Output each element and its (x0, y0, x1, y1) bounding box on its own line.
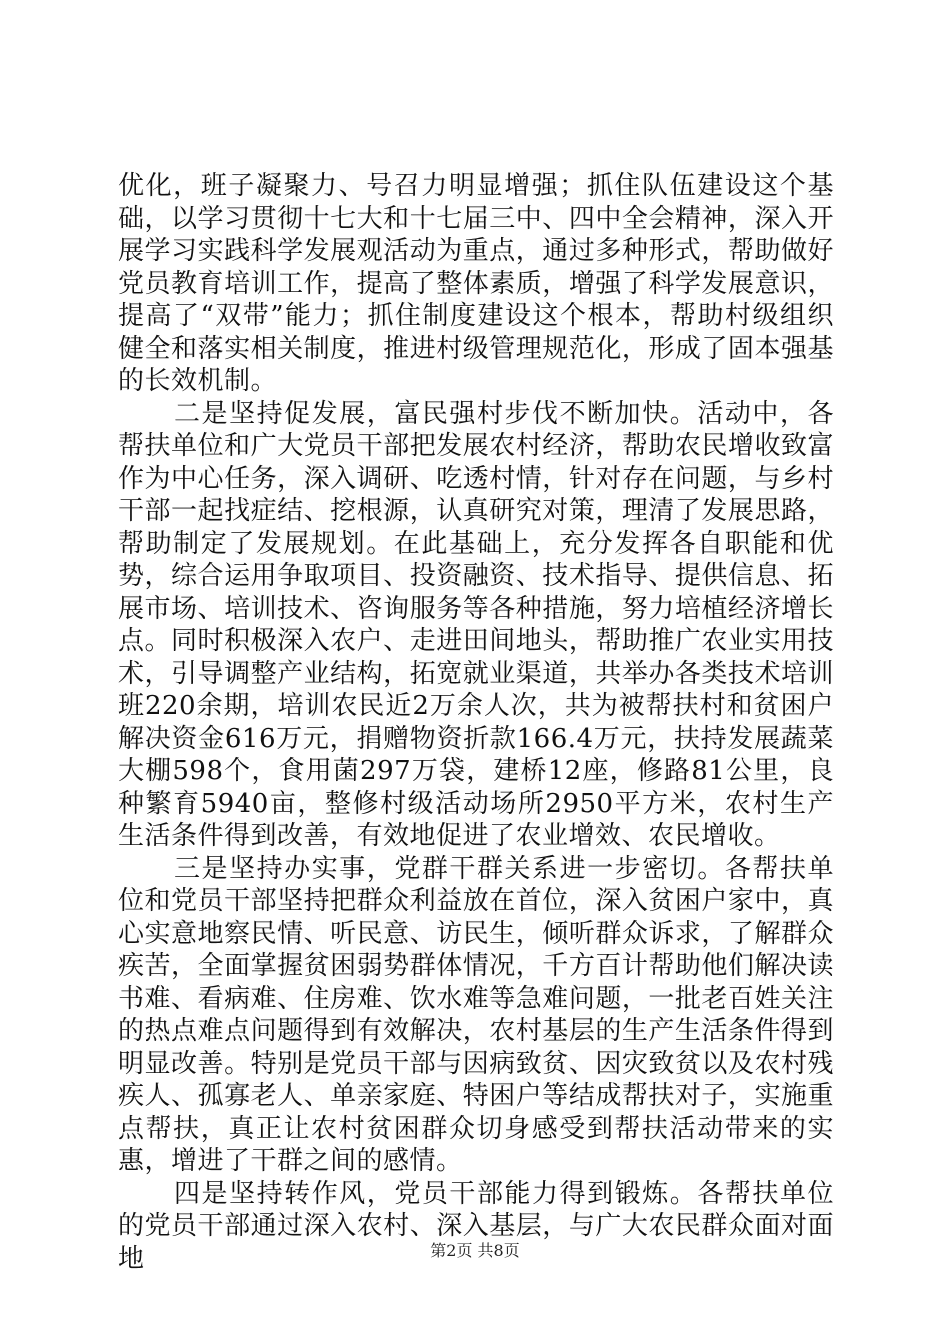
page-number-footer: 第2页 共8页 (430, 1241, 520, 1260)
paragraph-1: 优化，班子凝聚力、号召力明显增强；抓住队伍建设这个基础，以学习贯彻十七大和十七届三中、四中全会精神，深入开展学习实践科学发展观活动为重点，通过多种形式，帮助做好党员教育培训工作，提高了整体素质，增强了科学发展意识，提高了“双带”能力；抓住制度建设这个根本，帮助村级组织健全和落实相关制度，推进村级管理规范化，形成了固本强基的长效机制。 (118, 171, 834, 396)
paragraph-3: 三是坚持办实事，党群干群关系进一步密切。各帮扶单位和党员干部坚持把群众利益放在首位，深入贫困户家中，真心实意地察民情、听民意、访民生，倾听群众诉求，了解群众疾苦，全面掌握贫困弱势群体情况，千方百计帮助他们解决读书难、看病难、住房难、饮水难等急难问题，一批老百姓关注的热点难点问题得到有效解决，农村基层的生产生活条件得到明显改善。特别是党员干部与因病致贫、因灾致贫以及农村残疾人、孤寡老人、单亲家庭、特困户等结成帮扶对子，实施重点帮扶，真正让农村贫困群众切身感受到帮扶活动带来的实惠，增进了干群之间的感情。 (118, 853, 834, 1176)
paragraph-4: 四是坚持转作风，党员干部能力得到锻炼。各帮扶单位的党员干部通过深入农村、深入基层，与广大农民群众面对面地 (118, 1178, 834, 1274)
paragraph-2: 二是坚持促发展，富民强村步伐不断加快。活动中，各帮扶单位和广大党员干部把发展农村经济，帮助农民增收致富作为中心任务，深入调研、吃透村情，针对存在问题，与乡村干部一起找症结、挖根源，认真研究对策，理清了发展思路，帮助制定了发展规划。在此基础上，充分发挥各自职能和优势，综合运用争取项目、投资融资、技术指导、提供信息、拓展市场、培训技术、咨询服务等各种措施，努力培植经济增长点。同时积极深入农户、走进田间地头，帮助推广农业实用技术，引导调整产业结构，拓宽就业渠道，共举办各类技术培训班220余期，培训农民近2万余人次，共为被帮扶村和贫困户解决资金616万元，捐赠物资折款166.4万元，扶持发展蔬菜大棚598个，食用菌297万袋，建桥12座，修路81公里，良种繁育5940亩，整修村级活动场所2950平方米，农村生产生活条件得到改善，有效地促进了农业增效、农民增收。 (118, 398, 834, 851)
document-body (118, 170, 834, 1275)
